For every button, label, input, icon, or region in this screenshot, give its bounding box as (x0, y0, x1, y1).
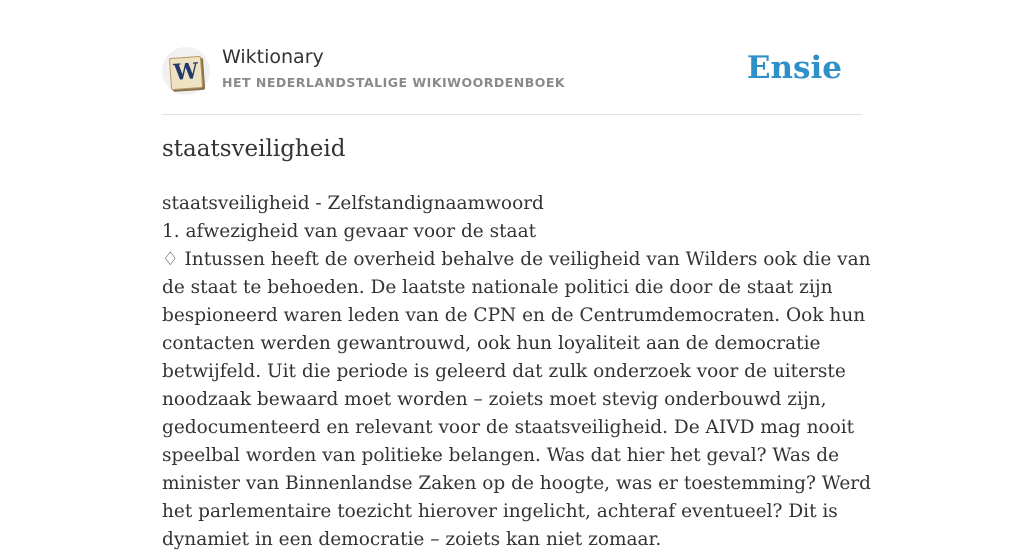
site-tagline: HET NEDERLANDSTALIGE WIKIWOORDENBOEK (222, 75, 566, 90)
logo-letter: W (172, 58, 200, 86)
ensie-brand-link[interactable]: Ensie (746, 50, 842, 86)
logo-tile-icon (169, 56, 203, 90)
definition-sense: 1. afwezigheid van gevaar voor de staat (162, 221, 537, 242)
page-title: staatsveiligheid (162, 136, 346, 162)
definition-heading: staatsveiligheid - Zelfstandignaamwoord (162, 193, 544, 214)
entry-content (162, 190, 872, 554)
site-header (162, 44, 862, 115)
site-name[interactable]: Wiktionary (222, 46, 324, 68)
wiktionary-logo[interactable] (162, 47, 210, 95)
example-quote: ♢ Intussen heeft de overheid behalve de veiligheid van Wilders ook die van de staat te behoeden. De laatste nationale politici die door de staat zijn bespioneerd waren leden van de CPN en de Centrumdemocraten. Ook hun contacten werden gewantrouwd, ook hun loyaliteit aan de democratie betwijfeld. Uit die periode is geleerd dat zulk onderzoek voor de uiterste noodzaak bewaard moet worden – zoiets moet stevig onderbouwd zijn, gedocumenteerd en relevant voor de staatsveiligheid. De AIVD mag nooit speelbal worden van politieke belangen. Was dat hier het geval? Was de minister van Binnenlandse Zaken op de hoogte, was er toestemming? Werd het parlementaire toezicht hierover ingelicht, achteraf eventueel? Dit is dynamiet in een democratie – zoiets kan niet zomaar. (162, 249, 871, 550)
